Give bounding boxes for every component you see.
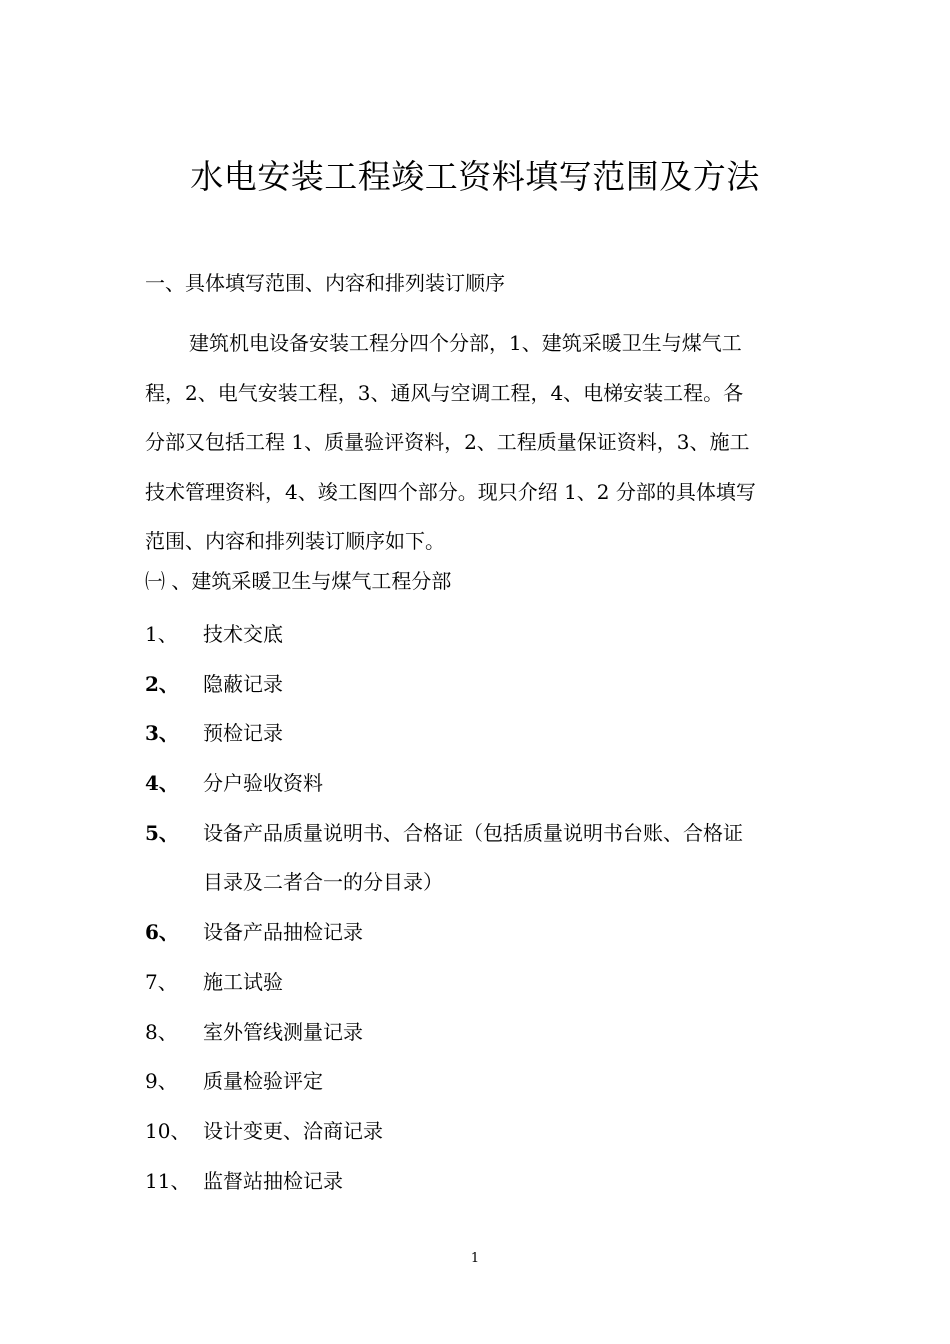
item-text: 隐蔽记录 (203, 671, 283, 696)
item-text: 监督站抽检记录 (203, 1168, 343, 1193)
intro-paragraph (145, 319, 810, 567)
item-number: 11、 (145, 1168, 191, 1193)
list-item (145, 816, 810, 915)
item-number: 5、 (145, 820, 179, 845)
item-text: 分户验收资料 (203, 771, 323, 796)
item-list (145, 617, 810, 1213)
item-text: 室外管线测量记录 (203, 1019, 363, 1044)
item-text: 设备产品抽检记录 (203, 920, 363, 945)
item-number: 4、 (145, 771, 179, 796)
section-heading: 一、具体填写范围、内容和排列装订顺序 (145, 271, 505, 295)
item-number: 7、 (145, 969, 178, 994)
item-text-line: 目录及二者合一的分目录） (203, 870, 443, 895)
list-item (145, 1114, 810, 1164)
item-text: 技术交底 (203, 622, 283, 646)
item-text: 质量检验评定 (203, 1069, 323, 1094)
item-number: 10、 (145, 1118, 191, 1143)
item-number: 1、 (145, 622, 178, 646)
item-text: 预检记录 (203, 721, 283, 746)
paragraph-line: 建筑机电设备安装工程分四个分部，1、建筑采暖卫生与煤气工 (189, 331, 742, 355)
list-item (145, 1064, 810, 1114)
list-item (145, 1164, 810, 1214)
item-number: 9、 (145, 1069, 178, 1094)
item-text: 设计变更、洽商记录 (203, 1118, 383, 1143)
item-text-line: 设备产品质量说明书、合格证（包括质量说明书台账、合格证 (203, 820, 743, 845)
item-number: 3、 (145, 721, 179, 746)
item-text (203, 816, 810, 915)
document-title: 水电安装工程竣工资料填写范围及方法 (190, 157, 760, 196)
subsection-heading: ㈠ 、建筑采暖卫生与煤气工程分部 (145, 569, 452, 593)
item-number: 6、 (145, 920, 179, 945)
list-item (145, 617, 810, 667)
item-number: 2、 (145, 671, 179, 696)
list-item (145, 915, 810, 965)
paragraph-line: 范围、内容和排列装订顺序如下。 (145, 529, 445, 553)
list-item (145, 667, 810, 717)
item-number: 8、 (145, 1019, 178, 1044)
page-number: 1 (470, 1251, 480, 1266)
paragraph-line: 技术管理资料，4、竣工图四个部分。现只介绍 1、2 分部的具体填写 (145, 479, 756, 504)
list-item (145, 965, 810, 1015)
paragraph-line: 分部又包括工程 1、质量验评资料，2、工程质量保证资料，3、施工 (145, 430, 750, 454)
paragraph-line: 程，2、电气安装工程，3、通风与空调工程，4、电梯安装工程。各 (145, 380, 744, 405)
list-item (145, 1015, 810, 1065)
list-item (145, 716, 810, 766)
list-item (145, 766, 810, 816)
item-text: 施工试验 (203, 969, 283, 994)
